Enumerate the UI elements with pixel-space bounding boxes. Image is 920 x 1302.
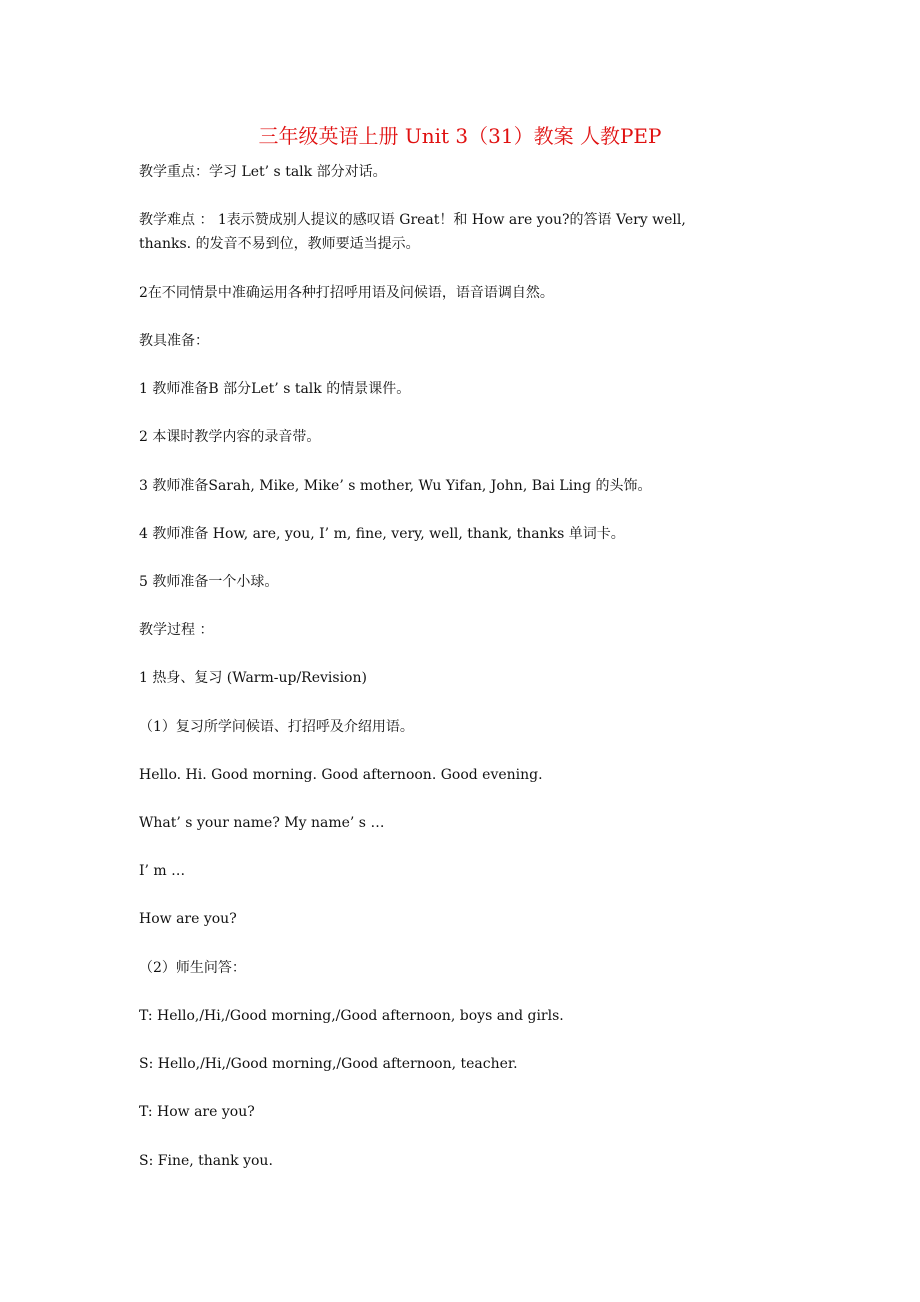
review-line: What’ s your name? My name’ s …: [139, 815, 385, 831]
review-line: I’ m …: [139, 863, 186, 879]
materials-item: 2 本课时教学内容的录音带。: [139, 429, 321, 445]
materials-item: 4 教师准备 How, are, you, I’ m, fine, very, well, thank, thanks 单词卡。: [139, 526, 625, 542]
materials-item: 5 教师准备一个小球。: [139, 574, 279, 590]
materials-item: 1 教师准备B 部分Let’ s talk 的情景课件。: [139, 381, 411, 397]
review-line: Hello. Hi. Good morning. Good afternoon. Good evening.: [139, 767, 543, 783]
difficulty-line-1: 教学难点 ： 1表示赞成别人提议的感叹语 Great！和 How are you?的答语 Very well,: [139, 212, 686, 228]
substep-2: （2）师生问答：: [139, 960, 246, 976]
document-title: 三年级英语上册 Unit 3（31）教案 人教PEP: [258, 124, 662, 148]
dialogue-line: S: Fine, thank you.: [139, 1153, 273, 1169]
step-1-heading: 1 热身、复习 (Warm-up/Revision): [139, 670, 367, 686]
review-line: How are you?: [139, 911, 237, 927]
dialogue-line: T: Hello,/Hi,/Good morning,/Good afternoon, boys and girls.: [139, 1008, 564, 1024]
process-heading: 教学过程 ：: [139, 622, 214, 638]
materials-heading: 教具准备：: [139, 333, 209, 349]
dialogue-line: S: Hello,/Hi,/Good morning,/Good afternoon, teacher.: [139, 1056, 518, 1072]
dialogue-line: T: How are you?: [139, 1104, 255, 1120]
difficulty-point-2: 2在不同情景中准确运用各种打招呼用语及问候语，语音语调自然。: [139, 285, 554, 301]
difficulty-line-2: thanks. 的发音不易到位，教师要适当提示。: [139, 236, 420, 252]
substep-1: （1）复习所学问候语、打招呼及介绍用语。: [139, 719, 414, 735]
materials-item: 3 教师准备Sarah, Mike, Mike’ s mother, Wu Yifan, John, Bai Ling 的头饰。: [139, 478, 652, 494]
key-point: 教学重点：学习 Let’ s talk 部分对话。: [139, 164, 387, 180]
